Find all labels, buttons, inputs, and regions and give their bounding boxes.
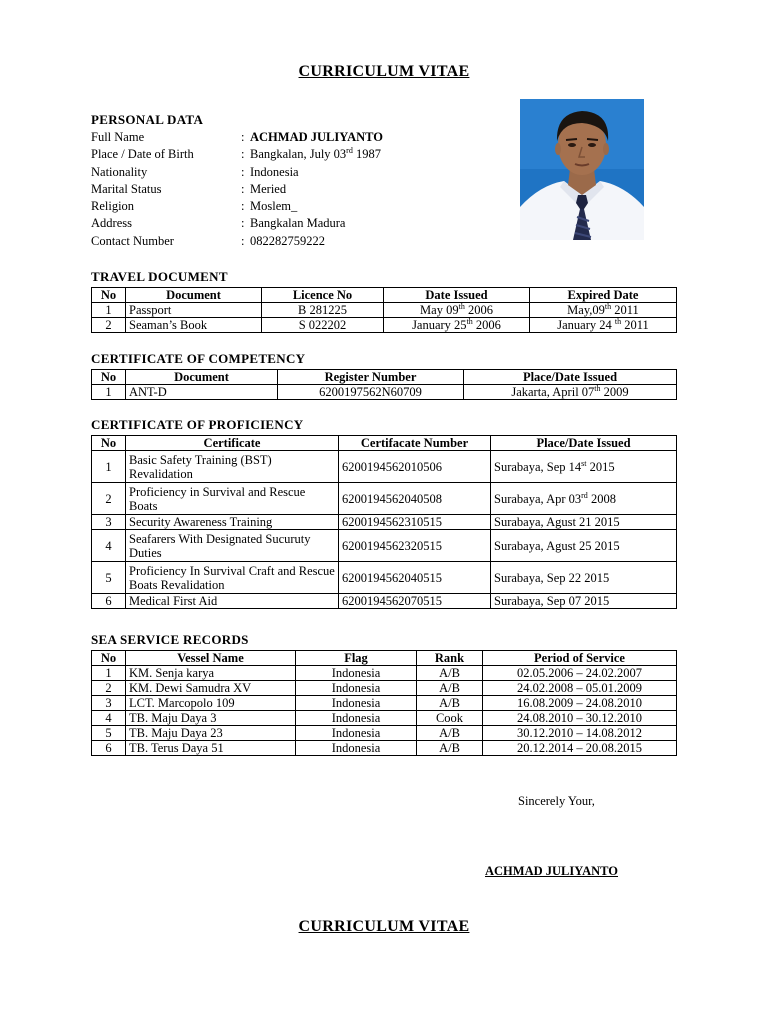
table-cell: 6 <box>92 594 126 609</box>
table-row <box>92 726 677 741</box>
column-header: Place/Date Issued <box>464 370 677 385</box>
personal-data-label: Place / Date of Birth <box>91 147 194 162</box>
personal-data-row <box>91 181 383 198</box>
table-cell: 6200194562040515 <box>339 562 491 594</box>
travel-document-heading: TRAVEL DOCUMENT <box>91 269 228 284</box>
table-cell: B 281225 <box>262 303 384 318</box>
column-header: Date Issued <box>384 288 530 303</box>
table-cell: 1 <box>92 451 126 483</box>
table-cell: May,09th 2011 <box>530 303 677 318</box>
page-title-repeat: CURRICULUM VITAE <box>298 918 470 935</box>
table-cell: Indonesia <box>296 666 417 681</box>
superscript: rd <box>346 146 353 156</box>
table-cell: 24.02.2008 – 05.01.2009 <box>483 681 677 696</box>
column-header: Place/Date Issued <box>491 436 677 451</box>
table-cell: A/B <box>417 681 483 696</box>
table-cell: 5 <box>92 562 126 594</box>
personal-data-row <box>91 198 383 215</box>
table-row <box>92 451 677 483</box>
table-cell: 6200197562N60709 <box>278 385 464 400</box>
table-cell: 24.08.2010 – 30.12.2010 <box>483 711 677 726</box>
table-cell: 2 <box>92 318 126 333</box>
table-cell: 6200194562320515 <box>339 530 491 562</box>
colon-separator: : <box>241 147 245 162</box>
table-cell: January 24 $^{th}$ 2011 <box>530 318 677 333</box>
colon-separator: : <box>241 233 245 248</box>
superscript: st <box>581 458 587 468</box>
personal-data-value: Indonesia <box>250 164 299 179</box>
table-cell: 4 <box>92 530 126 562</box>
personal-data-row <box>91 146 383 163</box>
table-row <box>92 681 677 696</box>
table-row <box>92 385 677 400</box>
table-row <box>92 666 677 681</box>
superscript: th <box>594 384 601 393</box>
table-row <box>92 515 677 530</box>
column-header: Vessel Name <box>126 651 296 666</box>
page-title: CURRICULUM VITAE <box>298 63 470 80</box>
column-header: Flag <box>296 651 417 666</box>
personal-data-label: Full Name <box>91 130 145 144</box>
table-cell: 1 <box>92 385 126 400</box>
table-cell: 4 <box>92 711 126 726</box>
table-cell: Surabaya, Sep 07 2015 <box>491 594 677 609</box>
table-cell: Surabaya, Agust 25 2015 <box>491 530 677 562</box>
proficiency-heading: CERTIFICATE OF PROFICIENCY <box>91 417 304 432</box>
column-header: Period of Service <box>483 651 677 666</box>
table-cell: Basic Safety Training (BST) Revalidation <box>126 451 339 483</box>
colon-separator: : <box>241 199 245 214</box>
personal-data-list <box>91 129 383 250</box>
table-cell: Surabaya, Sep 14st 2015 <box>491 451 677 483</box>
table-cell: TB. Maju Daya 3 <box>126 711 296 726</box>
personal-data-heading: PERSONAL DATA <box>91 112 204 127</box>
personal-data-row <box>91 129 383 146</box>
column-header: Certificate <box>126 436 339 451</box>
table-cell: 3 <box>92 515 126 530</box>
signature-name: ACHMAD JULIYANTO <box>485 864 619 878</box>
table-cell: KM. Senja karya <box>126 666 296 681</box>
colon-separator: : <box>241 130 245 144</box>
profile-photo <box>520 99 644 240</box>
personal-data-value: 082282759222 <box>250 233 325 248</box>
table-cell: 16.08.2009 – 24.08.2010 <box>483 696 677 711</box>
portrait-illustration <box>520 99 644 240</box>
column-header: No <box>92 370 126 385</box>
table-cell: TB. Maju Daya 23 <box>126 726 296 741</box>
table-cell: Indonesia <box>296 681 417 696</box>
proficiency-table <box>91 435 677 609</box>
table-cell: Indonesia <box>296 741 417 756</box>
table-row <box>92 303 677 318</box>
superscript: rd <box>581 490 588 500</box>
table-cell: 30.12.2010 – 14.08.2012 <box>483 726 677 741</box>
column-header: Document <box>126 288 262 303</box>
table-cell: Indonesia <box>296 696 417 711</box>
table-cell: Passport <box>126 303 262 318</box>
competency-heading: CERTIFICATE OF COMPETENCY <box>91 351 306 366</box>
table-cell: Surabaya, Agust 21 2015 <box>491 515 677 530</box>
table-cell: ANT-D <box>126 385 278 400</box>
table-row <box>92 483 677 515</box>
colon-separator: : <box>241 181 245 196</box>
colon-separator: : <box>241 164 245 179</box>
column-header: No <box>92 288 126 303</box>
table-cell: 6200194562070515 <box>339 594 491 609</box>
table-cell: 1 <box>92 303 126 318</box>
table-row <box>92 318 677 333</box>
column-header: Licence No <box>262 288 384 303</box>
column-header: Rank <box>417 651 483 666</box>
table-cell: 2 <box>92 681 126 696</box>
table-cell: Surabaya, Apr 03rd 2008 <box>491 483 677 515</box>
table-cell: TB. Terus Daya 51 <box>126 741 296 756</box>
table-cell: Proficiency in Survival and Rescue Boats <box>126 483 339 515</box>
table-cell: Proficiency In Survival Craft and Rescue Boats Revalidation <box>126 562 339 594</box>
table-cell: Indonesia <box>296 726 417 741</box>
table-cell: Jakarta, April 07th 2009 <box>464 385 677 400</box>
personal-data-value: Bangkalan, July 03rd 1987 <box>250 146 381 162</box>
table-cell: Medical First Aid <box>126 594 339 609</box>
table-row <box>92 696 677 711</box>
table-row <box>92 562 677 594</box>
column-header: Register Number <box>278 370 464 385</box>
table-cell: 02.05.2006 – 24.02.2007 <box>483 666 677 681</box>
column-header: No <box>92 436 126 451</box>
personal-data-value: Moslem_ <box>250 199 298 214</box>
table-cell: 6 <box>92 741 126 756</box>
table-row <box>92 711 677 726</box>
personal-data-value: ACHMAD JULIYANTO <box>250 130 384 144</box>
closing-text: Sincerely Your, <box>518 794 595 808</box>
table-cell: Seafarers With Designated Sucuruty Duties <box>126 530 339 562</box>
table-cell: January 25th 2006 <box>384 318 530 333</box>
personal-data-row <box>91 233 383 250</box>
column-header: No <box>92 651 126 666</box>
table-cell: A/B <box>417 666 483 681</box>
table-cell: Security Awareness Training <box>126 515 339 530</box>
table-cell: Indonesia <box>296 711 417 726</box>
superscript: th <box>458 302 465 311</box>
table-cell: 2 <box>92 483 126 515</box>
personal-data-label: Religion <box>91 199 135 214</box>
table-cell: 3 <box>92 696 126 711</box>
table-row <box>92 594 677 609</box>
sea-service-table <box>91 650 677 756</box>
table-cell: Cook <box>417 711 483 726</box>
table-cell: Seaman’s Book <box>126 318 262 333</box>
table-cell: 6200194562310515 <box>339 515 491 530</box>
competency-table <box>91 369 677 400</box>
table-cell: 1 <box>92 666 126 681</box>
table-cell: KM. Dewi Samudra XV <box>126 681 296 696</box>
colon-separator: : <box>241 216 245 231</box>
superscript: th <box>604 302 612 311</box>
superscript: th <box>614 317 622 326</box>
table-cell: A/B <box>417 726 483 741</box>
personal-data-row <box>91 215 383 232</box>
table-cell: S 022202 <box>262 318 384 333</box>
column-header: Expired Date <box>530 288 677 303</box>
personal-data-label: Nationality <box>91 164 148 179</box>
column-header: Document <box>126 370 278 385</box>
personal-data-value: Meried <box>250 181 287 196</box>
superscript: th <box>466 317 473 326</box>
personal-data-value: Bangkalan Madura <box>250 216 346 231</box>
sea-service-heading: SEA SERVICE RECORDS <box>91 632 249 647</box>
travel-document-table <box>91 287 677 333</box>
table-cell: A/B <box>417 741 483 756</box>
table-cell: 5 <box>92 726 126 741</box>
personal-data-label: Contact Number <box>91 233 174 248</box>
personal-data-row <box>91 164 383 181</box>
personal-data-label: Marital Status <box>91 181 162 196</box>
table-cell: May 09th 2006 <box>384 303 530 318</box>
table-cell: A/B <box>417 696 483 711</box>
table-row <box>92 741 677 756</box>
column-header: Certifacate Number <box>339 436 491 451</box>
table-cell: 20.12.2014 – 20.08.2015 <box>483 741 677 756</box>
personal-data-label: Address <box>91 216 132 231</box>
table-row <box>92 530 677 562</box>
table-cell: LCT. Marcopolo 109 <box>126 696 296 711</box>
table-cell: 6200194562010506 <box>339 451 491 483</box>
table-cell: Surabaya, Sep 22 2015 <box>491 562 677 594</box>
table-cell: 6200194562040508 <box>339 483 491 515</box>
